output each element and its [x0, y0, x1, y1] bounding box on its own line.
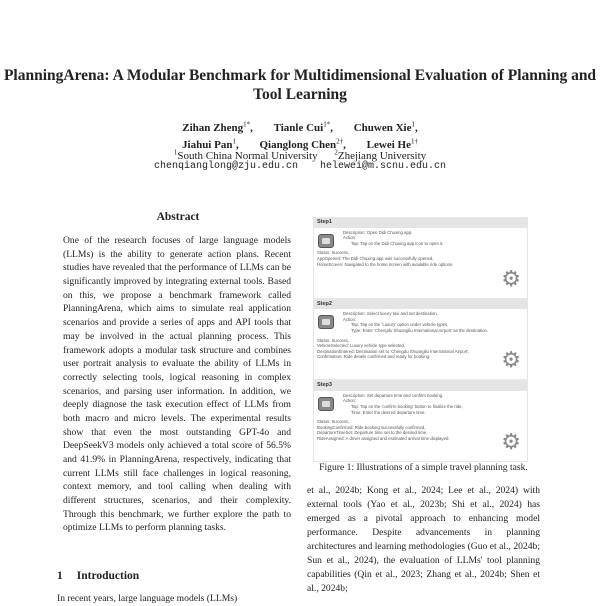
section-heading: 1 Introduction	[57, 570, 140, 582]
affiliation: $^1$South China Normal University	[173, 148, 318, 162]
step-action: Action:	[343, 235, 357, 241]
email: chenqianglong@zju.edu.cn	[153, 161, 298, 172]
action-line: Tap: Tap on the 'Luxury' option under vehicle types,	[351, 322, 449, 328]
result-line: HomeScreen: Navigated to the home screen with available ride options.	[317, 261, 454, 267]
result-line: DestinationEntered: Destination set to 'Chengdu Shuangliu International Airport',	[317, 348, 470, 354]
step-action: Action:	[343, 398, 357, 404]
robot-icon	[318, 315, 334, 329]
result-line: AppOpened: The Didi Chuxing app was successfully opened,	[317, 255, 434, 261]
gear-icon: ⚙	[501, 347, 521, 373]
step-label: Step3	[314, 381, 527, 391]
author: Qianglong Chen$^{2\dagger}$,	[259, 137, 346, 152]
step-action: Action:	[343, 316, 357, 322]
step-label: Step1	[314, 218, 527, 228]
step-description: Description: Open Didi Chuxing app.	[343, 229, 413, 235]
step-label: Step2	[314, 300, 527, 310]
author: Chuwen Xie$^1$,	[353, 120, 418, 134]
author: Tianle Cui$^{1*}$,	[273, 120, 333, 134]
author: Lewei $He^{1\dagger}$	[366, 137, 418, 152]
step-panel	[313, 299, 528, 381]
step-description: Description: Select luxury taxi and set destination.	[343, 311, 438, 317]
action-line: Type: Enter 'Chengdu Shuangliu International Airport' as the destination.	[351, 327, 489, 333]
result-line: RideAssigned: A driver assigned and estimated arrival time displayed.	[317, 435, 450, 441]
gear-icon: ⚙	[501, 265, 521, 291]
abstract-heading: Abstract	[156, 211, 200, 223]
email: helewei@m.scnu.edu.cn	[320, 161, 447, 172]
emails	[0, 161, 600, 172]
step-description: Description: Set departure time and confirm booking.	[343, 392, 444, 398]
intro-text: In recent years, large language models (LLMs)	[57, 593, 238, 604]
robot-icon	[318, 234, 334, 248]
gear-icon: ⚙	[501, 428, 521, 454]
robot-icon	[318, 397, 334, 411]
author: Zihan Zheng$^{1*}$,	[182, 120, 253, 134]
body-text-right: et al., 2024b; Kong et al., 2024; Lee et al., 2024) with external tools (Yao et al., 2023b; Shi et al., 2024) has emerged as a pivotal approach to enhancing model performance. Despite advancements in planning architectures and learning methodologies (Guo et al., 2024b; Sun et al., 2024), the evaluation of LLMs' tool planning capabilities (Qin et al., 2023; Zhang et al., 2024b; Shen et al., 2024b;	[307, 485, 540, 594]
result-line: Status: Success,	[317, 250, 350, 256]
action-line: Tap: Tap on the 'confirm booking' button to finalize the ride,	[351, 403, 463, 409]
step-panel	[313, 217, 528, 299]
author: Jiahui Pan$^1$,	[182, 137, 239, 152]
action-line: Time: Enter the desired departure time.	[351, 409, 426, 415]
abstract-text: One of the research focuses of large language models (LLMs) is the ability to generate action plans. Recent studies have revealed that the performance of LLMs can be significantly improved by integrating external tools. Based on this, we propose a benchmark framework called PlanningArena, which aims to simulate real application scenarios and provide a series of apps and API tools that may be involved in the actual planning process. This framework adopts a modular task structure and combines user portrait analysis to evaluate the ability of LLMs in correctly selecting tools, logical reasoning in complex scenarios, and parsing user information. In addition, we deeply diagnose the task execution effect of LLMs from both macro and micro levels. The experimental results show that even the most outstanding GPT-4o and DeepSeekV3 models only achieved a total score of 56.5% and 41.9% in PlanningArena, respectively, indicating that current LLMs still face challenges in logical reasoning, context memory, and tool calling when dealing with different structures, scenarios, and their complexity. Through this benchmark, we further explore the path to optimize LLMs to perform planning tasks.	[63, 235, 291, 534]
result-line: Confirmation: Ride details confirmed and ready for booking.	[317, 354, 431, 360]
result-line: Status: Success,	[317, 337, 350, 343]
result-line: VehicleSelected: Luxury vehicle type selected,	[317, 343, 406, 349]
action-line: Tap: Tap on the Didi Chuxing app icon to open it.	[351, 240, 444, 246]
paper-title: PlanningArena: A Modular Benchmark for Multidimensional Evaluation of Planning and Tool Learning	[3, 67, 597, 103]
step-panel	[313, 380, 528, 462]
figure-caption: Figure 1: Illustrations of a simple travel planning task.	[319, 462, 528, 473]
result-line: DepartureTimeSet: Departure time set to the desired time,	[317, 430, 428, 436]
affiliation: $^2$Zhejiang University	[334, 148, 427, 162]
result-line: Status: Success,	[317, 419, 350, 425]
result-line: BookingConfirmed: Ride booking successfully confirmed,	[317, 424, 426, 430]
figure-travel-planning	[313, 217, 528, 462]
